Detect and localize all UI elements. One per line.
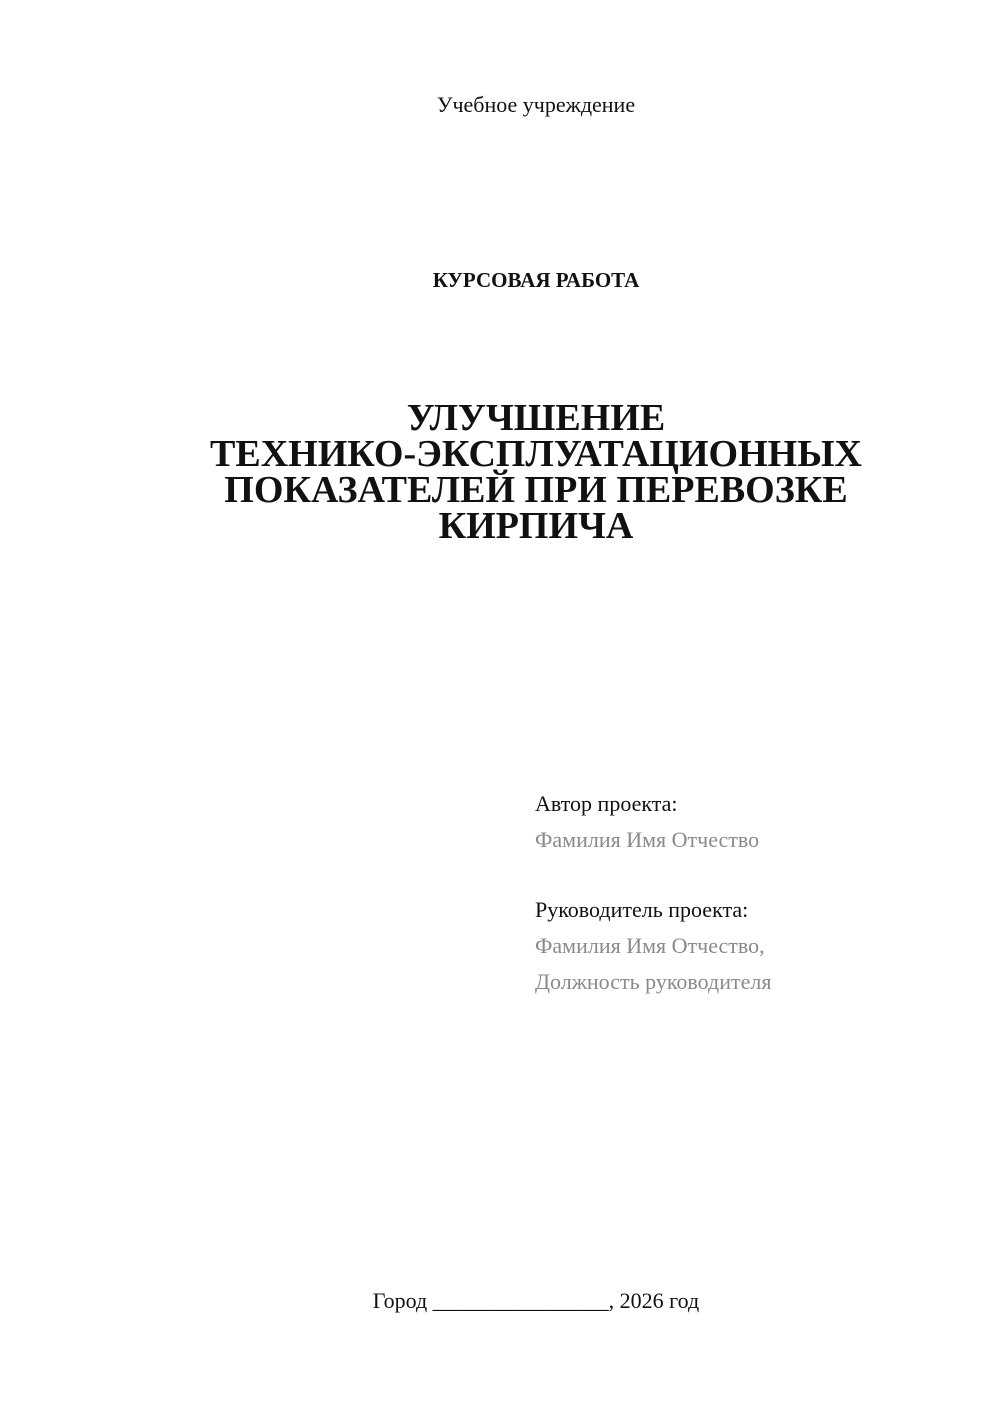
document-title bbox=[0, 397, 1000, 547]
title-line: КИРПИЧА bbox=[438, 505, 634, 547]
title-line: ТЕХНИКО-ЭКСПЛУАТАЦИОННЫХ bbox=[210, 433, 862, 475]
document-type: КУРСОВАЯ РАБОТА bbox=[432, 268, 640, 292]
supervisor-label: Руководитель проекта: bbox=[535, 897, 749, 922]
supervisor-block bbox=[535, 892, 771, 1000]
institution-name: Учебное учреждение bbox=[436, 92, 636, 117]
title-line: ПОКАЗАТЕЛЕЙ ПРИ ПЕРЕВОЗКЕ bbox=[224, 469, 848, 511]
author-name: Фамилия Имя Отчество bbox=[535, 827, 760, 852]
supervisor-position: Должность руководителя bbox=[535, 969, 772, 994]
title-line: УЛУЧШЕНИЕ bbox=[406, 397, 666, 439]
city-year-line: Город ________________, 2026 год bbox=[372, 1288, 700, 1313]
author-block bbox=[535, 786, 759, 858]
supervisor-name: Фамилия Имя Отчество, bbox=[535, 933, 765, 958]
author-label: Автор проекта: bbox=[535, 791, 678, 816]
